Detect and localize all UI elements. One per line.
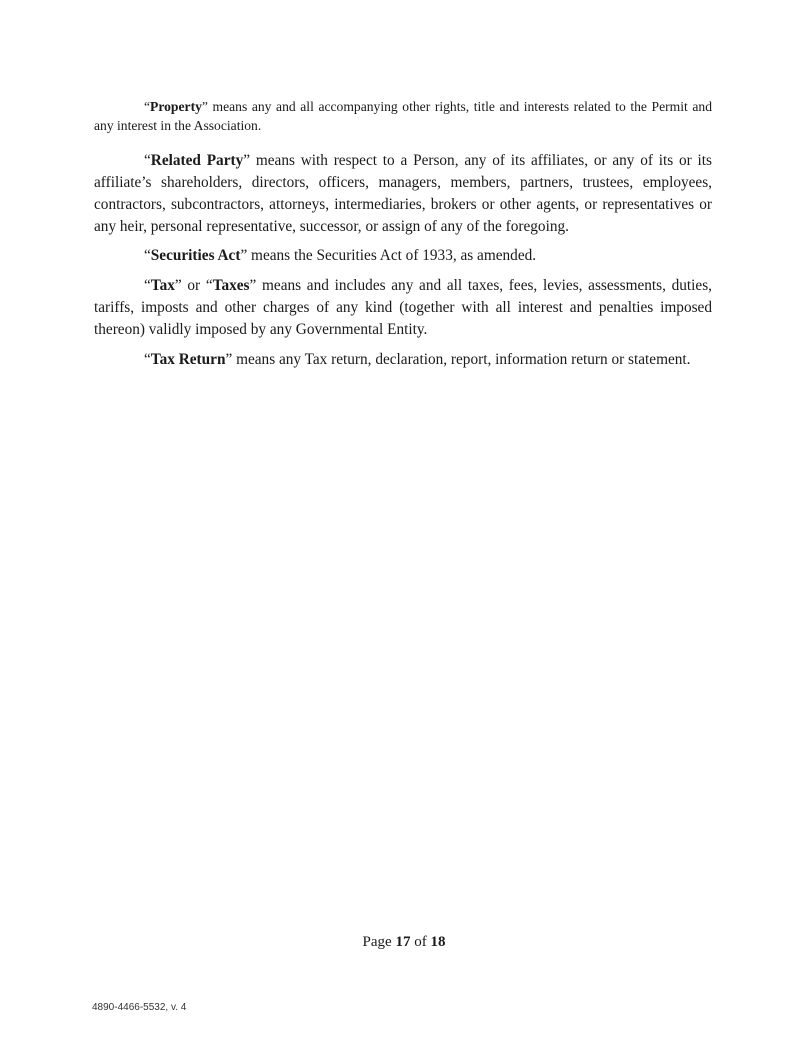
term-alt: Taxes [212,277,250,294]
term: Property [150,99,202,114]
document-id: 4890-4466-5532, v. 4 [92,1002,187,1013]
page-number [0,932,808,952]
term: Related Party [150,152,244,169]
definition-text: means any and all accompanying other rights, title and interests related to the Permit and any interest in the Association. [94,99,712,133]
page-prefix: Page [362,934,396,950]
page-of: of [410,934,431,950]
term-connector: or “ [181,277,213,294]
definition-text: means any Tax return, declaration, report, information return or statement. [232,351,691,368]
definition-securities-act: “Securities Act” means the Securities Act of 1933, as amended. [144,247,537,264]
term: Tax Return [150,351,226,368]
definition-related-party: “Related Party” means with respect to a Person, any of its affiliates, or any of its or its affiliate’s shareholders, directors, officers, managers, members, partners, trustees, employees, contractors, subcontractors, attorneys, intermediaries, brokers or other agents, or representatives or any heir, personal representative, successor, or assign of any of the foregoing. [94,152,712,235]
definition-tax: “Tax” or “Taxes” means and includes any and all taxes, fees, levies, assessments, duties, tariffs, imposts and other charges of any kind (together with all interest and penalties imposed thereon) validly imposed by any Governmental Entity. [94,277,712,338]
term: Securities Act [150,247,241,264]
page-total: 18 [430,934,446,950]
definition-text: means with respect to a Person, any of its affiliates, or any of its or its affiliate’s shareholders, directors, officers, managers, members, partners, trustees, employees, contractors, subcontractors, attorneys, intermediaries, brokers or other agents, or representatives or any heir, personal representative, successor, or assign of any of the foregoing. [94,152,712,235]
page-current: 17 [395,934,411,950]
definition-tax-return: “Tax Return” means any Tax return, declaration, report, information return or statement. [144,351,691,368]
definition-text: means the Securities Act of 1933, as amended. [247,247,537,264]
definition-property: “Property” means any and all accompanying other rights, title and interests related to the Permit and any interest in the Association. [94,99,712,133]
definition-text: means and includes any and all taxes, fees, levies, assessments, duties, tariffs, imposts and other charges of any kind (together with all interest and penalties imposed thereon) validly imposed by any Governmental Entity. [94,277,712,338]
term: Tax [150,277,175,294]
